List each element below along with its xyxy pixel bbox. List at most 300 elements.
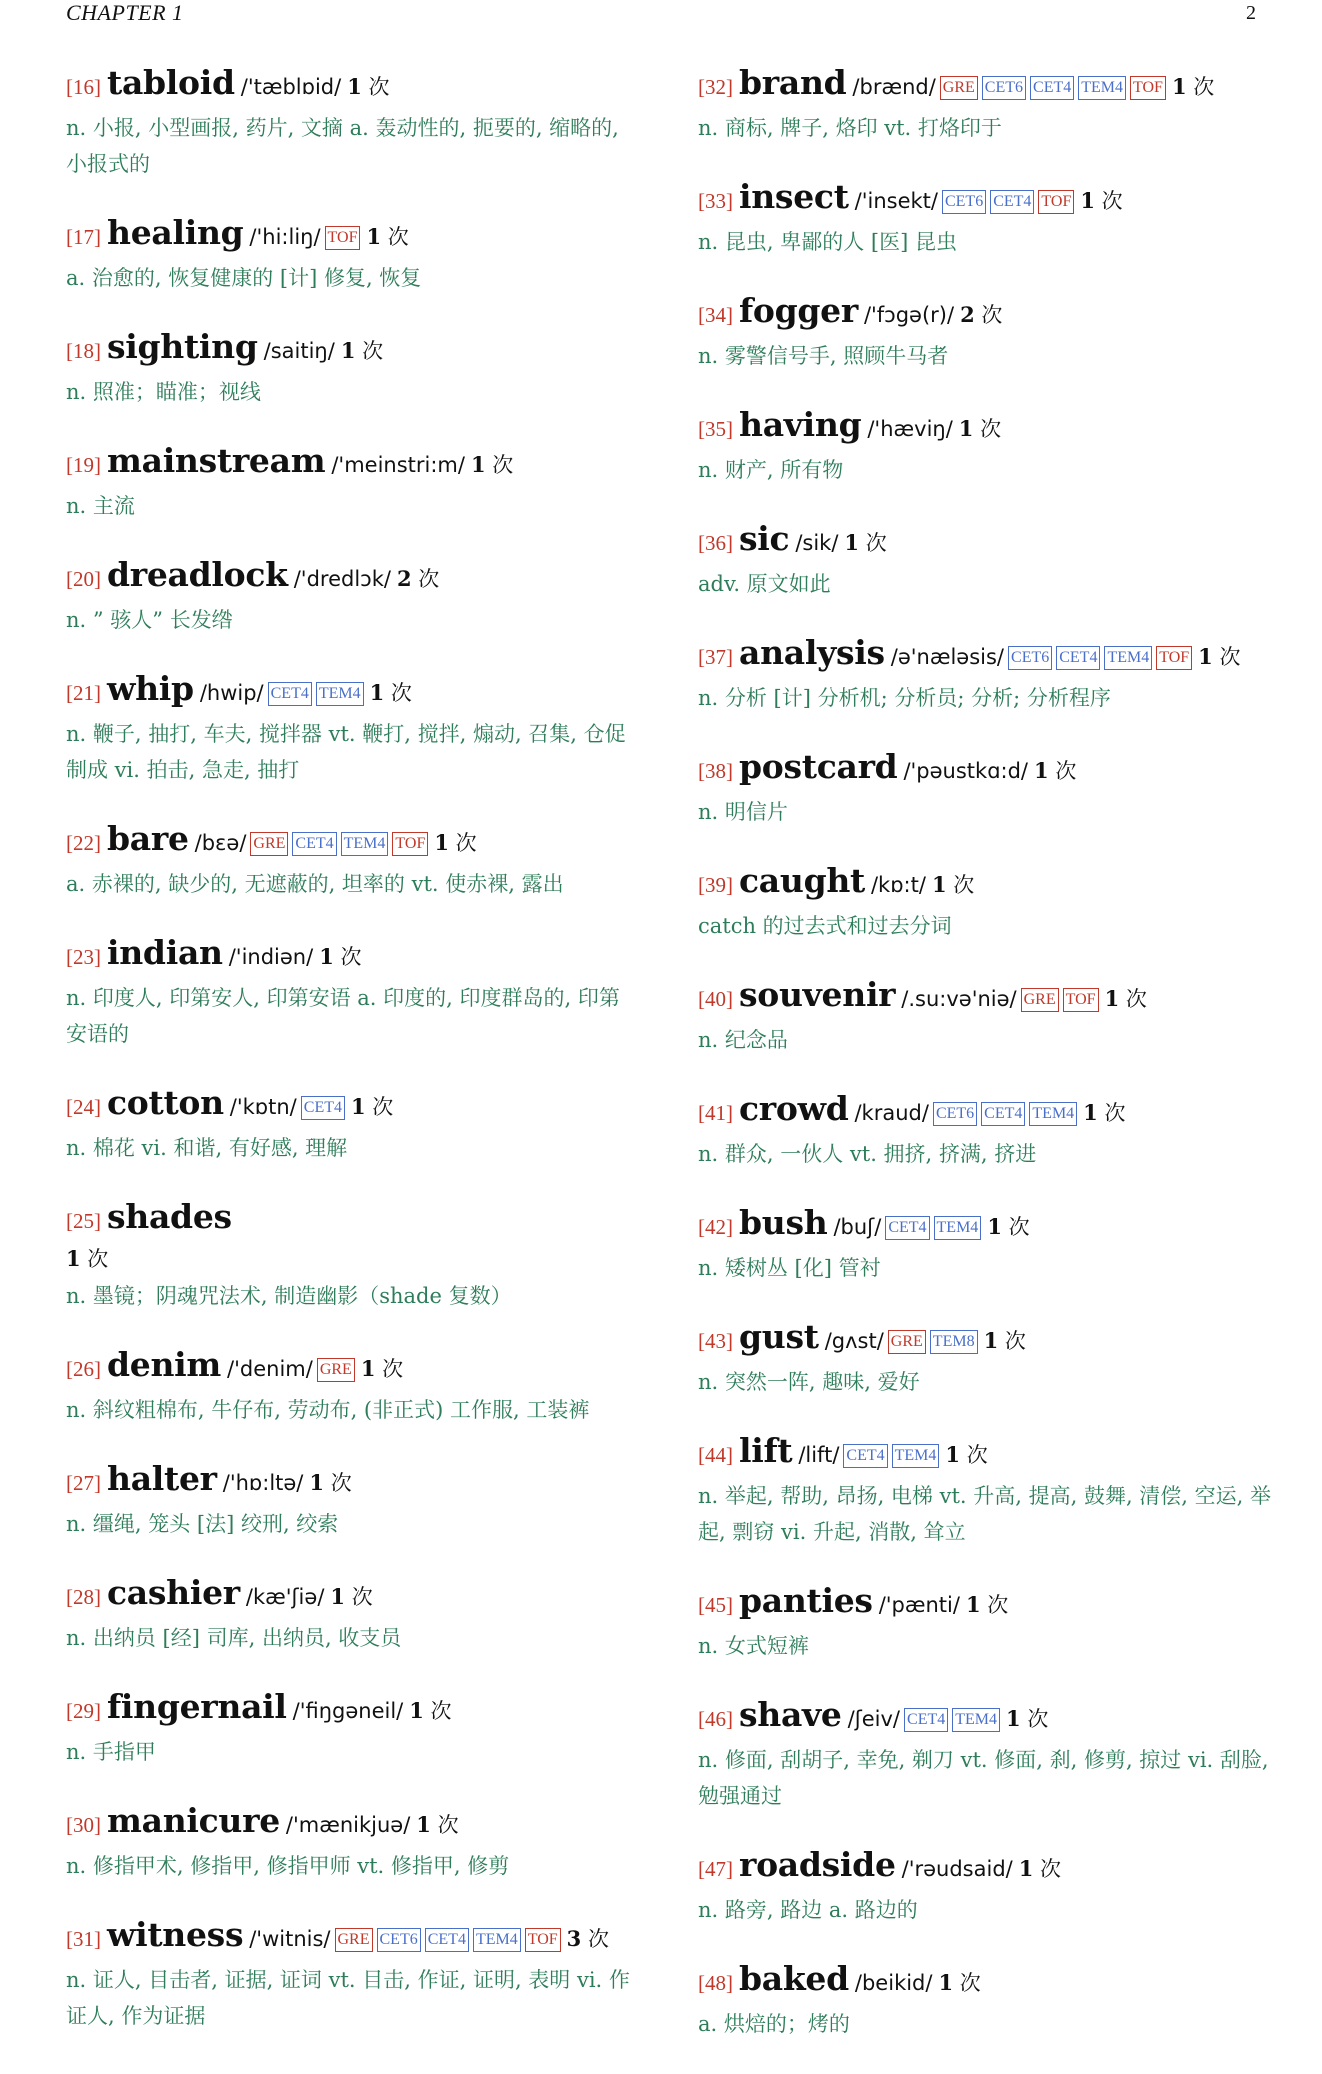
exam-tag: TEM4	[1078, 76, 1126, 100]
definition: n. 墨镜；阴魂咒法术, 制造幽影（shade 复数）	[66, 1284, 512, 1308]
phonetic: /beikid/	[854, 1971, 933, 1995]
occurrence-count	[471, 453, 513, 477]
left-column	[66, 64, 640, 2066]
phonetic: /gʌst/	[824, 1329, 884, 1353]
count-number: 1	[844, 530, 860, 555]
count-suffix: 次	[960, 1443, 988, 1467]
count-number: 1	[987, 1214, 1002, 1239]
occurrence-count	[66, 1242, 640, 1276]
entry-index: [47]	[698, 1857, 733, 1881]
headword: indian	[107, 933, 223, 972]
dictionary-entry	[66, 328, 640, 410]
phonetic: /kraud/	[854, 1101, 929, 1125]
count-suffix: 次	[80, 1247, 109, 1271]
occurrence-count	[1083, 1101, 1125, 1125]
count-suffix: 次	[1020, 1707, 1049, 1731]
occurrence-count	[351, 1095, 393, 1119]
dictionary-entry	[66, 556, 640, 638]
definition: n. 举起, 帮助, 昂扬, 电梯 vt. 升高, 提高, 鼓舞, 清偿, 空运, 举起, 剽窃 vi. 升起, 消散, 耸立	[698, 1484, 1272, 1544]
count-suffix: 次	[1097, 1101, 1126, 1125]
exam-tag: CET4	[904, 1708, 948, 1732]
phonetic: /ʃeiv/	[847, 1707, 901, 1731]
entry-headline	[66, 64, 640, 108]
headword: denim	[107, 1345, 222, 1384]
headword: baked	[739, 1959, 849, 1998]
headword: bare	[107, 819, 189, 858]
count-suffix: 次	[333, 945, 362, 969]
definition: n. ” 骇人” 长发绺	[66, 608, 233, 632]
dictionary-entry	[66, 934, 640, 1052]
definition: n. 鞭子, 抽打, 车夫, 搅拌器 vt. 鞭打, 搅拌, 煽动, 召集, 仓促制成 vi. 拍击, 急走, 抽打	[66, 722, 626, 782]
count-suffix: 次	[381, 225, 409, 249]
occurrence-count	[938, 1971, 980, 1995]
dictionary-entry	[698, 1432, 1272, 1550]
phonetic: /hwip/	[199, 681, 264, 705]
headword: halter	[107, 1459, 217, 1498]
occurrence-count	[1172, 75, 1214, 99]
count-suffix: 次	[375, 1357, 404, 1381]
entry-index: [39]	[698, 873, 733, 897]
occurrence-count	[932, 873, 974, 897]
dictionary-entry	[66, 1084, 640, 1166]
dictionary-entry	[698, 976, 1272, 1058]
entry-headline	[66, 934, 640, 978]
entry-index: [48]	[698, 1971, 733, 1995]
definition: n. 修指甲术, 修指甲, 修指甲师 vt. 修指甲, 修剪	[66, 1854, 510, 1878]
count-number: 1	[340, 338, 356, 363]
phonetic: /'kɒtn/	[229, 1095, 297, 1119]
count-number: 1	[1171, 74, 1187, 99]
count-number: 1	[470, 452, 486, 477]
entry-headline	[66, 670, 640, 714]
occurrence-count	[409, 1699, 451, 1723]
occurrence-count	[1006, 1707, 1048, 1731]
entry-index: [34]	[698, 303, 733, 327]
headword: crowd	[739, 1089, 849, 1128]
phonetic: /'fiŋgəneil/	[292, 1699, 404, 1723]
phonetic: /'denim/	[227, 1357, 313, 1381]
entry-headline	[66, 1916, 640, 1960]
definition: adv. 原文如此	[698, 572, 831, 596]
headword: fogger	[739, 291, 858, 330]
count-number: 1	[1080, 188, 1095, 213]
entry-headline	[698, 1318, 1272, 1362]
exam-tag: TEM4	[341, 832, 389, 856]
count-suffix: 次	[980, 1593, 1009, 1617]
dictionary-entry	[66, 1460, 640, 1542]
exam-tag: CET6	[982, 76, 1026, 100]
entry-index: [30]	[66, 1813, 101, 1837]
exam-tag: CET6	[377, 1928, 421, 1952]
definition: a. 烘焙的；烤的	[698, 2012, 850, 2036]
count-number: 1	[938, 1970, 954, 1995]
dictionary-entry	[698, 1960, 1272, 2042]
phonetic: /'hɒ:ltə/	[222, 1471, 304, 1495]
count-number: 1	[1198, 644, 1213, 669]
chapter-title: CHAPTER 1	[66, 0, 184, 25]
definition: n. 印度人, 印第安人, 印第安语 a. 印度的, 印度群岛的, 印第安语的	[66, 986, 620, 1046]
entry-index: [22]	[66, 831, 101, 855]
exam-tag: TEM4	[952, 1708, 1000, 1732]
exam-tag: CET4	[292, 832, 336, 856]
exam-tag: CET4	[843, 1444, 887, 1468]
entry-headline	[698, 1582, 1272, 1626]
count-number: 1	[434, 830, 449, 855]
definition: a. 赤裸的, 缺少的, 无遮蔽的, 坦率的 vt. 使赤裸, 露出	[66, 872, 564, 896]
count-number: 1	[931, 872, 947, 897]
occurrence-count	[361, 1357, 403, 1381]
exam-tag: TOF	[1038, 190, 1074, 214]
headword: brand	[739, 63, 847, 102]
entry-headline	[698, 1846, 1272, 1890]
headword: dreadlock	[107, 555, 288, 594]
dictionary-entry	[698, 1846, 1272, 1928]
phonetic: /bɛə/	[194, 831, 247, 855]
dictionary-entry	[66, 64, 640, 182]
occurrence-count	[959, 417, 1001, 441]
headword: souvenir	[739, 975, 896, 1014]
dictionary-entry	[66, 1346, 640, 1428]
count-suffix: 次	[384, 681, 412, 705]
exam-tag: GRE	[335, 1928, 373, 1952]
phonetic: /'fɔgə(r)/	[863, 303, 955, 327]
count-suffix: 次	[581, 1927, 609, 1951]
occurrence-count	[1080, 189, 1122, 213]
definition: n. 斜纹粗棉布, 牛仔布, 劳动布, (非正式) 工作服, 工装裤	[66, 1398, 590, 1422]
dictionary-entry	[66, 442, 640, 524]
count-suffix: 次	[1212, 645, 1241, 669]
entry-index: [36]	[698, 531, 733, 555]
count-number: 1	[1006, 1706, 1021, 1731]
headword: roadside	[739, 1845, 896, 1884]
occurrence-count	[434, 831, 476, 855]
count-suffix: 次	[365, 1095, 394, 1119]
occurrence-count	[1105, 987, 1147, 1011]
entry-headline	[66, 1802, 640, 1846]
count-suffix: 次	[324, 1471, 352, 1495]
entry-index: [26]	[66, 1357, 101, 1381]
entry-headline	[66, 1688, 640, 1732]
headword: having	[739, 405, 862, 444]
dictionary-entry	[66, 1802, 640, 1884]
dictionary-entry	[66, 820, 640, 902]
exam-tag: CET4	[885, 1216, 929, 1240]
right-column	[698, 64, 1272, 2074]
headword: bush	[739, 1203, 828, 1242]
occurrence-count	[330, 1585, 372, 1609]
count-suffix: 次	[973, 417, 1002, 441]
occurrence-count	[347, 75, 389, 99]
entry-headline	[66, 442, 640, 486]
entry-index: [44]	[698, 1443, 733, 1467]
definition: n. 突然一阵, 趣味, 爱好	[698, 1370, 920, 1394]
dictionary-entry	[698, 634, 1272, 716]
definition: n. 棉花 vi. 和谐, 有好感, 理解	[66, 1136, 348, 1160]
phonetic: /lift/	[798, 1443, 840, 1467]
exam-tag: TEM4	[316, 682, 364, 706]
dictionary-entry	[698, 862, 1272, 944]
exam-tag: TEM4	[934, 1216, 982, 1240]
dictionary-entry	[66, 1198, 640, 1314]
entry-index: [33]	[698, 189, 733, 213]
entry-index: [35]	[698, 417, 733, 441]
definition: a. 治愈的, 恢复健康的 [计] 修复, 恢复	[66, 266, 422, 290]
entry-headline	[66, 328, 640, 372]
headword: tabloid	[107, 63, 235, 102]
definition: n. 商标, 牌子, 烙印 vt. 打烙印于	[698, 116, 1002, 140]
exam-tag: CET4	[990, 190, 1034, 214]
page-number: 2	[1246, 2, 1256, 24]
exam-tag: GRE	[317, 1358, 355, 1382]
exam-tag: TOF	[325, 226, 361, 250]
dictionary-entry	[698, 1582, 1272, 1664]
occurrence-count	[1198, 645, 1240, 669]
entry-headline	[698, 178, 1272, 222]
exam-tag: TOF	[392, 832, 428, 856]
entry-headline	[698, 292, 1272, 336]
phonetic: /'meinstri:m/	[331, 453, 465, 477]
phonetic: /ə'næləsis/	[890, 645, 1005, 669]
definition: n. 明信片	[698, 800, 788, 824]
count-number: 1	[369, 680, 385, 705]
phonetic: /brænd/	[852, 75, 936, 99]
headword: cashier	[107, 1573, 240, 1612]
dictionary-entry	[698, 1696, 1272, 1814]
count-number: 1	[1104, 986, 1120, 1011]
count-suffix: 次	[485, 453, 514, 477]
entry-index: [19]	[66, 453, 101, 477]
definition: n. 照准；瞄准；视线	[66, 380, 261, 404]
count-suffix: 次	[411, 567, 440, 591]
count-number: 1	[1018, 1856, 1034, 1881]
occurrence-count	[945, 1443, 987, 1467]
definition: n. 雾警信号手, 照顾牛马者	[698, 344, 949, 368]
entry-index: [40]	[698, 987, 733, 1011]
count-number: 2	[960, 302, 975, 327]
count-suffix: 次	[1119, 987, 1147, 1011]
phonetic: /'rəudsaid/	[901, 1857, 1013, 1881]
occurrence-count	[366, 225, 408, 249]
count-suffix: 次	[946, 873, 975, 897]
entry-headline	[698, 520, 1272, 564]
dictionary-entry	[698, 1204, 1272, 1286]
occurrence-count	[1034, 759, 1076, 783]
occurrence-count	[309, 1471, 351, 1495]
exam-tag: CET6	[933, 1102, 977, 1126]
exam-tag: CET4	[1030, 76, 1074, 100]
count-suffix: 次	[345, 1585, 373, 1609]
entry-headline	[698, 862, 1272, 906]
entry-headline	[698, 976, 1272, 1020]
exam-tag: GRE	[888, 1330, 926, 1354]
headword: sic	[739, 519, 790, 558]
entry-headline	[66, 214, 640, 258]
entry-index: [31]	[66, 1927, 101, 1951]
count-suffix: 次	[430, 1813, 459, 1837]
definition: n. 主流	[66, 494, 135, 518]
definition: n. 分析 [计] 分析机; 分析员; 分析; 分析程序	[698, 686, 1111, 710]
count-suffix: 次	[1001, 1215, 1030, 1239]
entry-index: [23]	[66, 945, 101, 969]
entry-index: [24]	[66, 1095, 101, 1119]
exam-tag: CET4	[425, 1928, 469, 1952]
entry-index: [27]	[66, 1471, 101, 1495]
entry-headline	[66, 1198, 640, 1242]
dictionary-entry	[698, 64, 1272, 146]
exam-tag: TEM4	[892, 1444, 940, 1468]
headword: healing	[107, 213, 244, 252]
occurrence-count	[397, 567, 439, 591]
occurrence-count	[1019, 1857, 1061, 1881]
exam-tag: TOF	[1063, 988, 1099, 1012]
count-suffix: 次	[953, 1971, 981, 1995]
count-number: 1	[958, 416, 974, 441]
count-suffix: 次	[448, 831, 477, 855]
phonetic: /'pænti/	[878, 1593, 960, 1617]
entry-index: [17]	[66, 225, 101, 249]
entry-index: [28]	[66, 1585, 101, 1609]
exam-tag: CET6	[942, 190, 986, 214]
count-number: 1	[416, 1812, 431, 1837]
count-number: 2	[396, 566, 412, 591]
headword: gust	[739, 1317, 819, 1356]
phonetic: /saitiŋ/	[263, 339, 335, 363]
exam-tag: TEM4	[1029, 1102, 1077, 1126]
dictionary-entry	[698, 292, 1272, 374]
count-number: 1	[347, 74, 362, 99]
dictionary-entry	[698, 748, 1272, 830]
entry-index: [20]	[66, 567, 101, 591]
headword: sighting	[107, 327, 258, 366]
count-number: 1	[409, 1698, 424, 1723]
occurrence-count	[987, 1215, 1029, 1239]
definition: n. 小报, 小型画报, 药片, 文摘 a. 轰动性的, 扼要的, 缩略的, 小报式的	[66, 116, 619, 176]
entry-headline	[698, 1204, 1272, 1248]
definition: n. 修面, 刮胡子, 幸免, 剃刀 vt. 修面, 刹, 修剪, 掠过 vi. 刮脸, 勉强通过	[698, 1748, 1269, 1808]
headword: mainstream	[107, 441, 326, 480]
headword: caught	[739, 861, 865, 900]
entry-index: [43]	[698, 1329, 733, 1353]
exam-tag: CET6	[1008, 646, 1052, 670]
exam-tag: CET4	[981, 1102, 1025, 1126]
headword: shades	[107, 1197, 232, 1236]
headword: cotton	[107, 1083, 224, 1122]
entry-headline	[66, 1574, 640, 1618]
phonetic: /kɒ:t/	[870, 873, 926, 897]
headword: lift	[739, 1431, 793, 1470]
entry-headline	[698, 64, 1272, 108]
dictionary-entry	[698, 1318, 1272, 1400]
count-suffix: 次	[974, 303, 1003, 327]
count-suffix: 次	[1094, 189, 1123, 213]
entry-headline	[66, 1346, 640, 1390]
count-number: 1	[366, 224, 382, 249]
headword: manicure	[107, 1801, 280, 1840]
definition: n. 女式短裤	[698, 1634, 809, 1658]
entry-index: [25]	[66, 1209, 101, 1233]
entry-index: [21]	[66, 681, 101, 705]
exam-tag: TEM8	[930, 1330, 978, 1354]
phonetic: /'mænikjuə/	[285, 1813, 411, 1837]
headword: panties	[739, 1581, 873, 1620]
occurrence-count	[416, 1813, 458, 1837]
headword: whip	[107, 669, 194, 708]
count-number: 1	[66, 1246, 81, 1271]
count-suffix: 次	[1033, 1857, 1062, 1881]
definition: n. 出纳员 [经] 司库, 出纳员, 收支员	[66, 1626, 402, 1650]
definition: n. 昆虫, 卑鄙的人 [医] 昆虫	[698, 230, 957, 254]
count-suffix: 次	[361, 75, 390, 99]
count-number: 3	[566, 1926, 582, 1951]
exam-tag: TOF	[1156, 646, 1192, 670]
count-number: 1	[330, 1584, 346, 1609]
exam-tag: GRE	[940, 76, 978, 100]
entry-headline	[66, 820, 640, 864]
phonetic: /'insekt/	[854, 189, 938, 213]
dictionary-entry	[66, 670, 640, 788]
exam-tag: CET4	[1056, 646, 1100, 670]
count-number: 1	[965, 1592, 981, 1617]
entry-headline	[698, 1432, 1272, 1476]
count-suffix: 次	[355, 339, 384, 363]
exam-tag: GRE	[250, 832, 288, 856]
entry-index: [46]	[698, 1707, 733, 1731]
definition: n. 矮树丛 [化] 管衬	[698, 1256, 881, 1280]
exam-tag: GRE	[1021, 988, 1059, 1012]
definition: n. 路旁, 路边 a. 路边的	[698, 1898, 918, 1922]
count-number: 1	[1083, 1100, 1098, 1125]
phonetic: /'hi:liŋ/	[249, 225, 321, 249]
phonetic: /'indiən/	[228, 945, 314, 969]
headword: shave	[739, 1695, 842, 1734]
entry-index: [42]	[698, 1215, 733, 1239]
entry-index: [37]	[698, 645, 733, 669]
phonetic: /sik/	[795, 531, 839, 555]
entry-headline	[66, 1084, 640, 1128]
dictionary-entry	[66, 214, 640, 296]
count-number: 1	[309, 1470, 325, 1495]
definition: n. 手指甲	[66, 1740, 156, 1764]
entry-index: [38]	[698, 759, 733, 783]
dictionary-entry	[698, 406, 1272, 488]
count-number: 1	[360, 1356, 376, 1381]
headword: insect	[739, 177, 849, 216]
occurrence-count	[567, 1927, 609, 1951]
dictionary-entry	[66, 1574, 640, 1656]
exam-tag: TEM4	[473, 1928, 521, 1952]
occurrence-count	[984, 1329, 1026, 1353]
dictionary-entry	[698, 520, 1272, 602]
count-number: 1	[1034, 758, 1049, 783]
exam-tag: TEM4	[1104, 646, 1152, 670]
dictionary-entry	[66, 1688, 640, 1770]
headword: witness	[107, 1915, 244, 1954]
count-suffix: 次	[859, 531, 887, 555]
phonetic: /'pəustkɑ:d/	[903, 759, 1029, 783]
dictionary-entry	[698, 1090, 1272, 1172]
count-number: 1	[983, 1328, 999, 1353]
entry-index: [45]	[698, 1593, 733, 1617]
phonetic: /kæ'ʃiə/	[245, 1585, 325, 1609]
phonetic: /'tæblɒid/	[240, 75, 342, 99]
entry-headline	[698, 406, 1272, 450]
entry-index: [18]	[66, 339, 101, 363]
occurrence-count	[370, 681, 412, 705]
occurrence-count	[844, 531, 886, 555]
phonetic: /'dredlɔk/	[293, 567, 391, 591]
count-number: 1	[945, 1442, 961, 1467]
definition: n. 群众, 一伙人 vt. 拥挤, 挤满, 挤进	[698, 1142, 1037, 1166]
